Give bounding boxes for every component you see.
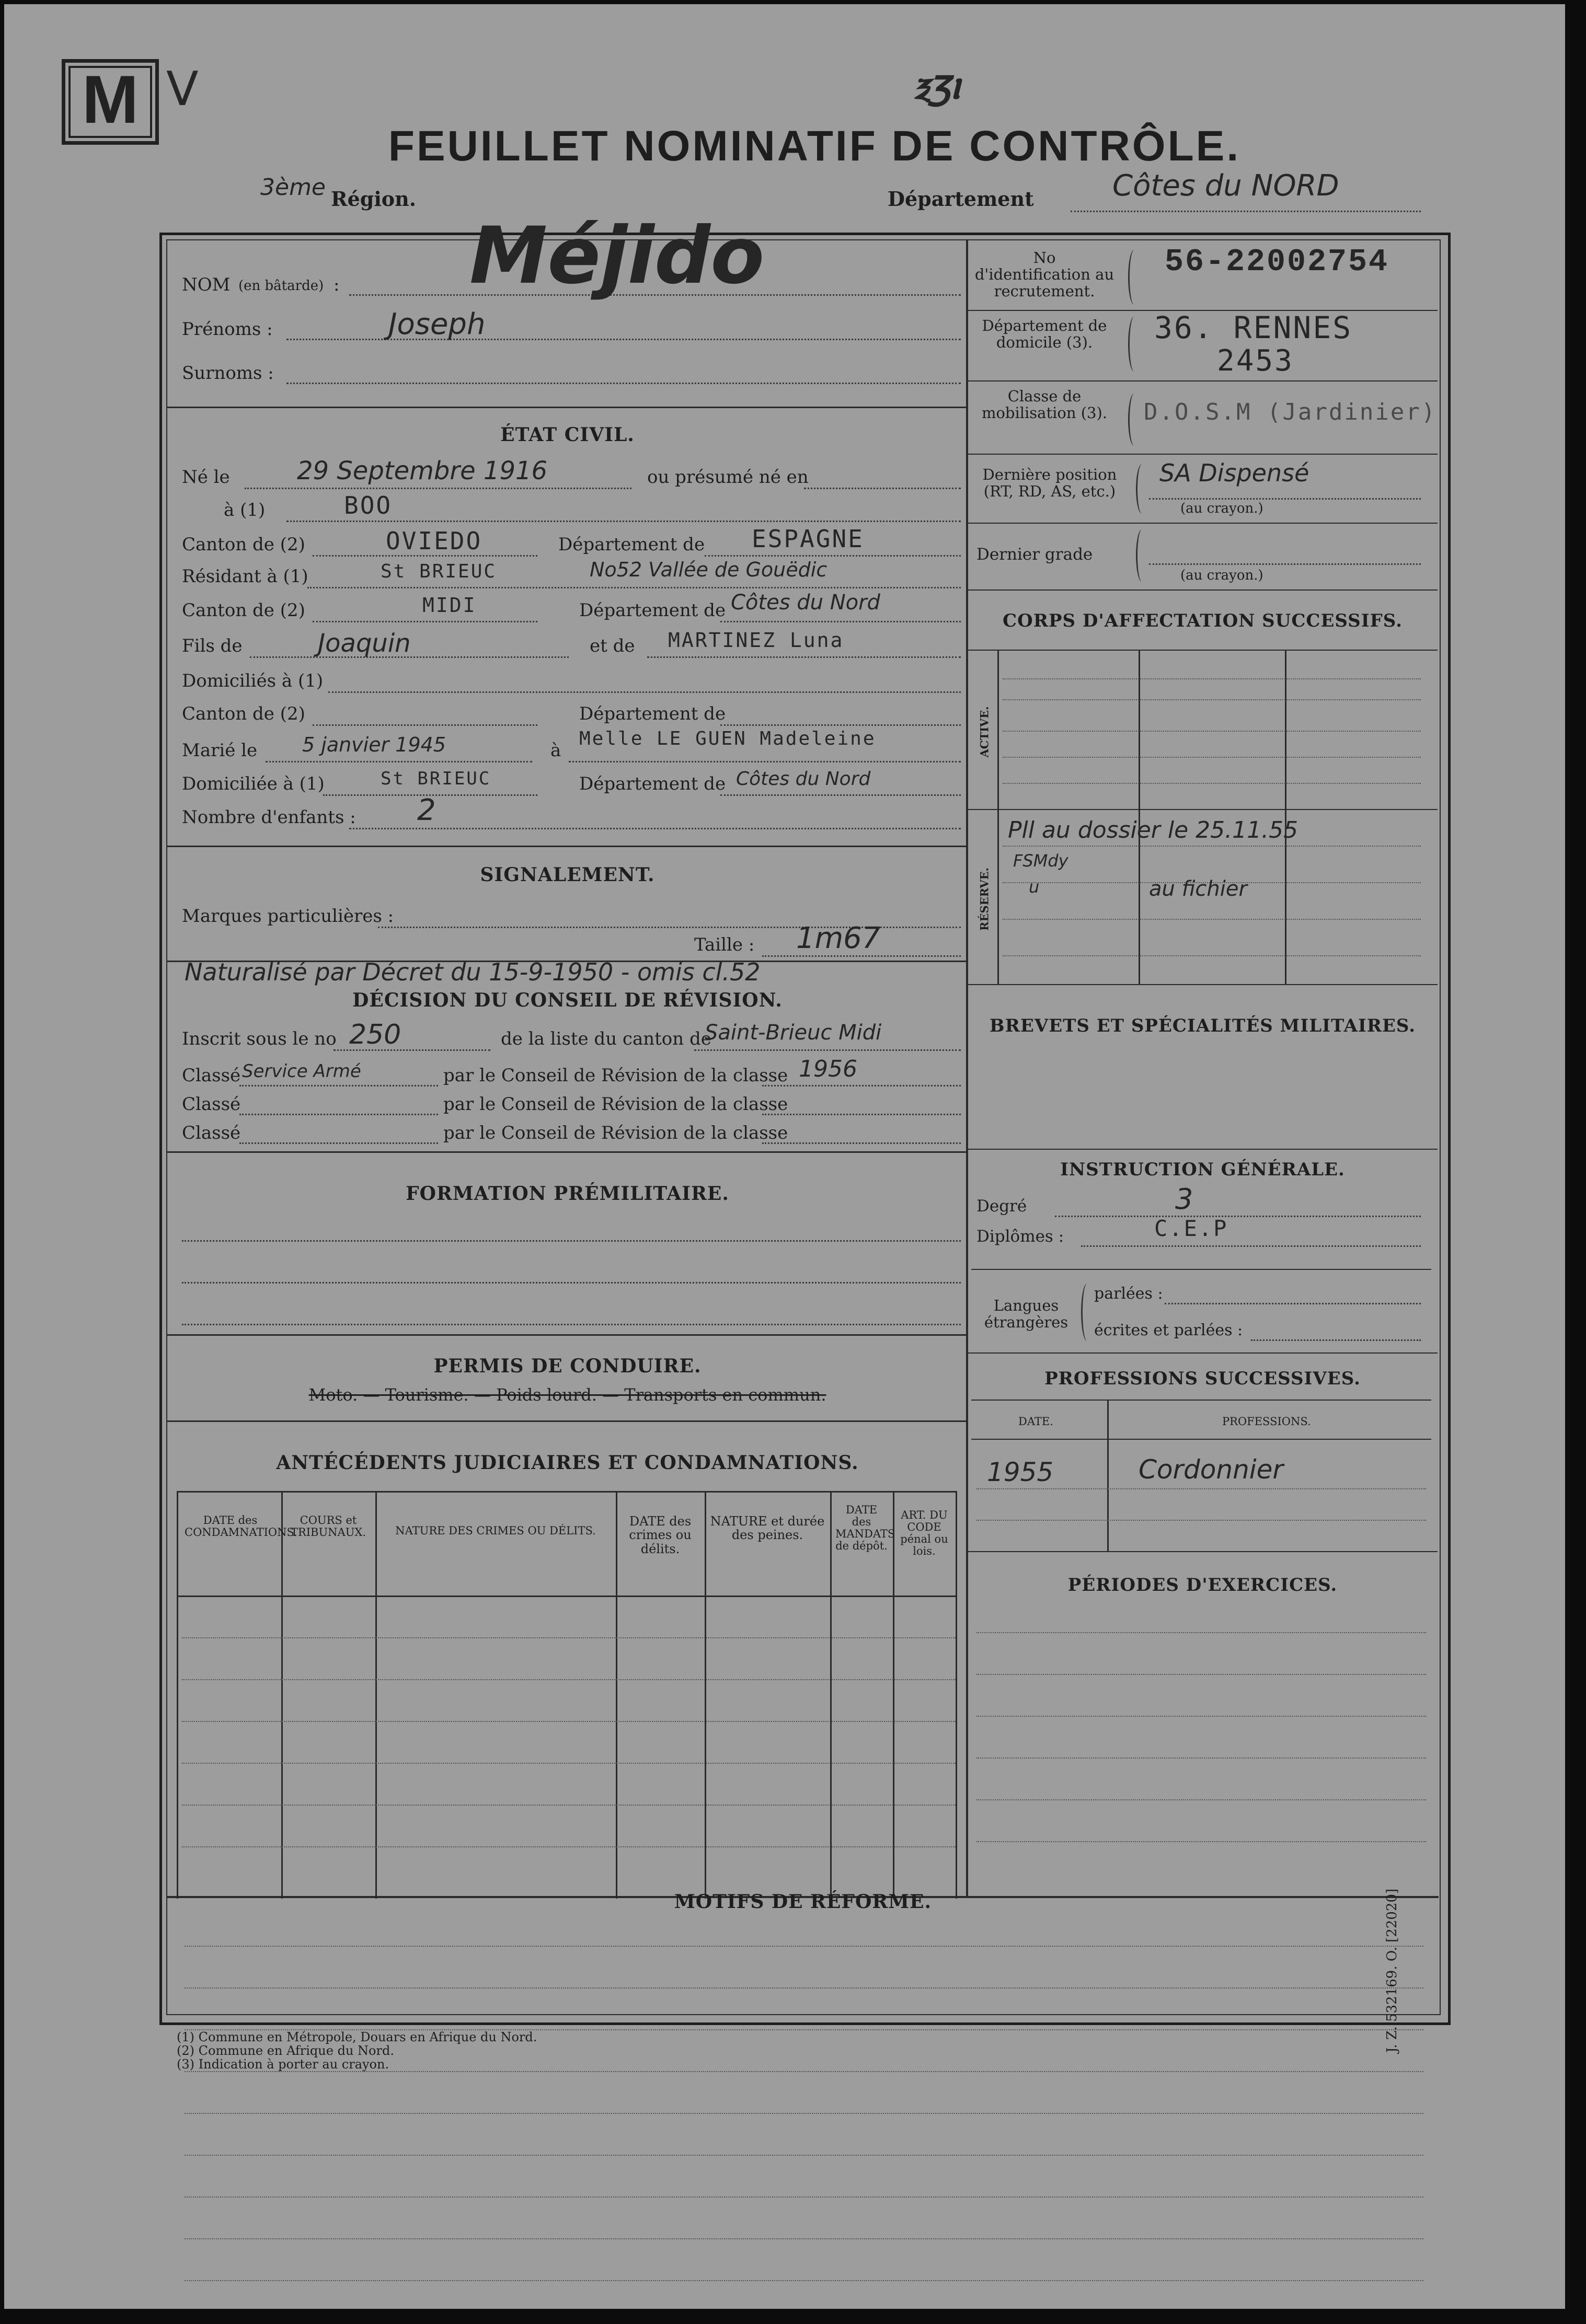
permis-types: Moto. — Tourisme. — Poids lourd. — Transports en commun. [308, 1385, 826, 1405]
dept4-label: Département de [579, 773, 726, 794]
col-art-code: ART. DU CODE pénal ou lois. [900, 1509, 948, 1558]
permis-heading: PERMIS DE CONDUIRE. [433, 1355, 702, 1377]
ecrites-label: écrites et parlées : [1094, 1321, 1243, 1339]
instruction-heading: INSTRUCTION GÉNÉRALE. [1060, 1159, 1345, 1180]
domiciliee-value: St BRIEUC [381, 768, 491, 789]
footnote-1: (1) Commune en Métropole, Douars en Afrique du Nord. [177, 2030, 537, 2044]
canton2-value: MIDI [422, 594, 477, 617]
classe3-label: Classé [182, 1123, 241, 1143]
domicile-label: Département de domicile (3). [982, 317, 1107, 351]
par3-label: par le Conseil de Révision de la classe [443, 1123, 788, 1143]
marques-label: Marques particulières : [182, 906, 394, 927]
a-value: BOO [344, 491, 393, 519]
active-label: ACTIVE. [978, 706, 991, 758]
col-date-mandats: DATE des MANDATS de dépôt. [835, 1504, 895, 1553]
nom-sub: (en bâtarde) [238, 278, 324, 294]
col-nature-crimes: NATURE DES CRIMES OU DÉLITS. [395, 1524, 596, 1537]
etat-civil-heading: ÉTAT CIVIL. [500, 424, 635, 446]
a-label: à (1) [224, 500, 266, 521]
taille-value: 1m67 [796, 921, 881, 955]
reserve-note2: FSMdy [1013, 851, 1068, 871]
par1-label: par le Conseil de Révision de la classe [443, 1065, 788, 1086]
canton3-label: Canton de (2) [182, 703, 305, 724]
prenoms-label: Prénoms : [182, 319, 273, 340]
stamp-letter: M [82, 61, 139, 137]
canton1-label: Canton de (2) [182, 534, 305, 555]
document-page [4, 4, 1565, 2309]
dept2-label: Département de [579, 600, 726, 621]
signalement-heading: SIGNALEMENT. [480, 864, 655, 886]
marie-a: à [550, 740, 561, 761]
fils-label: Fils de [182, 635, 243, 656]
departement-label: Département [888, 187, 1034, 211]
classe1-label: Classé [182, 1065, 241, 1086]
reserve-note3: u [1029, 877, 1040, 897]
formation-heading: FORMATION PRÉMILITAIRE. [406, 1183, 729, 1205]
nom-colon: : [334, 274, 340, 295]
par2-label: par le Conseil de Révision de la classe [443, 1094, 788, 1115]
classe-mob-value: D.O.S.M (Jardinier) [1144, 399, 1437, 425]
grade-crayon: (au crayon.) [1180, 568, 1263, 583]
surnoms-label: Surnoms : [182, 363, 274, 384]
periodes-heading: PÉRIODES D'EXERCICES. [1067, 1575, 1338, 1595]
document-title: FEUILLET NOMINATIF DE CONTRÔLE. [388, 122, 1241, 170]
reserve-note1: Pll au dossier le 25.11.55 [1008, 817, 1298, 843]
domicilies-label: Domiciliés à (1) [182, 670, 324, 691]
enfants-value: 2 [417, 793, 436, 827]
footnote-3: (3) Indication à porter au crayon. [177, 2057, 389, 2072]
dept1-label: Département de [558, 534, 705, 555]
dept3-label: Département de [579, 703, 726, 724]
col-date-crimes: DATE des crimes ou délits. [629, 1514, 692, 1556]
fils-value: Joaquin [318, 629, 411, 658]
stamp-mark: V [166, 62, 199, 117]
classe-mob-label: Classe de mobilisation (3). [981, 387, 1108, 422]
residant-label: Résidant à (1) [182, 566, 308, 587]
residant-addr: No52 Vallée de Gouëdic [590, 558, 828, 581]
region-label: Région. [331, 187, 416, 211]
column-divider [966, 240, 968, 1897]
inscrit-label: Inscrit sous le no [182, 1028, 337, 1049]
canton1-value: OVIEDO [386, 527, 482, 555]
col-nature-peines: NATURE et durée des peines. [710, 1514, 825, 1543]
marie-label: Marié le [182, 740, 258, 761]
liste-value: Saint-Brieuc Midi [705, 1021, 882, 1045]
grade-label: Dernier grade [976, 545, 1093, 564]
domicile-value2: 2453 [1217, 344, 1294, 378]
domicile-value: 36. RENNES [1154, 310, 1353, 345]
reserve-label: RÉSERVE. [978, 868, 991, 931]
date-col-label: DATE. [1018, 1415, 1053, 1428]
classe1-year: 1956 [799, 1056, 857, 1082]
region-value: 3ème [260, 174, 326, 201]
conseil-heading: DÉCISION DU CONSEIL DE RÉVISION. [352, 989, 783, 1011]
mere-label: et de [590, 635, 635, 656]
diplomes-label: Diplômes : [976, 1227, 1064, 1246]
position-crayon: (au crayon.) [1180, 501, 1263, 516]
reserve-note4: au fichier [1149, 877, 1247, 901]
parlees-label: parlées : [1094, 1285, 1163, 1303]
degre-label: Degré [976, 1197, 1027, 1216]
col-cours: COURS et TRIBUNAUX. [290, 1514, 366, 1539]
dept4-value: Côtes du Nord [736, 768, 871, 790]
position-value: SA Dispensé [1159, 459, 1309, 487]
footnote-2: (2) Commune en Afrique du Nord. [177, 2043, 394, 2058]
liste-label: de la liste du canton de [501, 1028, 711, 1049]
antecedents-heading: ANTÉCÉDENTS JUDICIAIRES ET CONDAMNATIONS. [276, 1452, 859, 1474]
ne-le-value: 29 Septembre 1916 [297, 456, 548, 485]
prof-value: Cordonnier [1139, 1454, 1283, 1485]
position-label: Dernière position (RT, RD, AS, etc.) [982, 466, 1117, 500]
col-date-condamnations: DATE des CONDAMNATIONS. [185, 1514, 297, 1539]
classe2-label: Classé [182, 1094, 241, 1115]
prof-date: 1955 [987, 1457, 1054, 1487]
nom-label: NOM [182, 274, 231, 295]
side-code: J. Z. 532169. O. [22020] [1384, 1888, 1400, 2053]
enfants-label: Nombre d'enfants : [182, 807, 356, 828]
langues-label: Langues étrangères [984, 1297, 1068, 1331]
brevets-heading: BREVETS ET SPÉCIALITÉS MILITAIRES. [989, 1015, 1416, 1036]
inscrit-value: 250 [349, 1019, 401, 1050]
professions-heading: PROFESSIONS SUCCESSIVES. [1044, 1368, 1361, 1389]
marie-value: 5 janvier 1945 [302, 733, 446, 756]
top-scribble: ⲝⳅⲓ [914, 60, 961, 108]
ne-le-label: Né le [182, 467, 230, 488]
corps-heading: CORPS D'AFFECTATION SUCCESSIFS. [1003, 610, 1403, 631]
departement-value: Côtes du NORD [1112, 169, 1339, 203]
presume-label: ou présumé né en [647, 467, 809, 488]
ident-value: 56-22002754 [1165, 245, 1389, 280]
dept2-value: Côtes du Nord [731, 591, 880, 615]
domiciliee-label: Domiciliée à (1) [182, 773, 325, 794]
residant-value: St BRIEUC [381, 561, 497, 582]
naturalise-note: Naturalisé par Décret du 15-9-1950 - omis cl.52 [185, 958, 761, 986]
diplomes-value: C.E.P [1154, 1216, 1228, 1241]
degre-value: 3 [1175, 1183, 1193, 1216]
prof-col-label: PROFESSIONS. [1222, 1415, 1311, 1428]
epouse-value: Melle LE GUEN Madeleine [579, 728, 876, 749]
mere-value: MARTINEZ Luna [668, 629, 844, 652]
taille-label: Taille : [694, 934, 755, 955]
prenoms-value: Joseph [388, 307, 486, 341]
motifs-heading: MOTIFS DE RÉFORME. [674, 1891, 932, 1913]
canton2-label: Canton de (2) [182, 600, 305, 621]
nom-value: Méjido [469, 211, 765, 302]
ident-label: No d'identification au recrutement. [974, 249, 1114, 300]
dept1-value: ESPAGNE [752, 525, 864, 553]
classe1-value: Service Armé [242, 1061, 361, 1082]
